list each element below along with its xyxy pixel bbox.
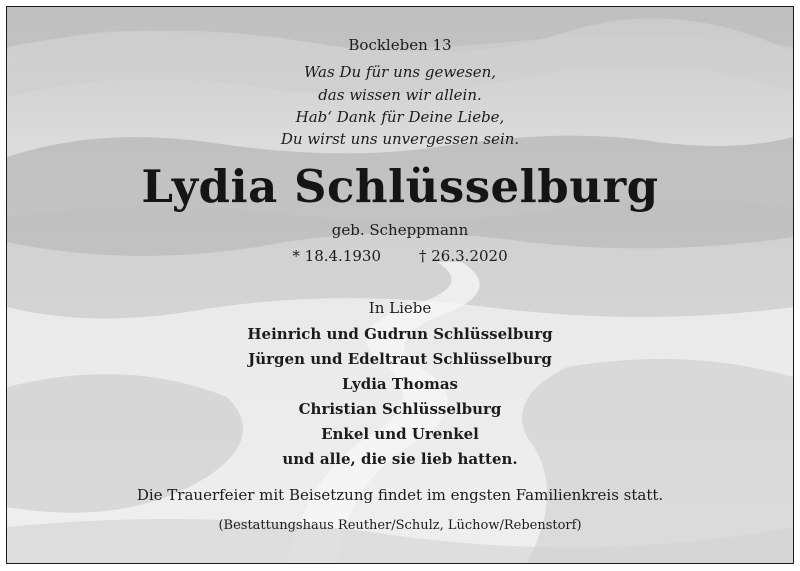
maiden-name: geb. Scheppmann (331, 221, 469, 239)
mourner-line: Enkel und Urenkel (321, 425, 479, 443)
mourner-line: Lydia Thomas (342, 375, 458, 393)
obituary-notice (6, 6, 794, 564)
mourner-line: Heinrich und Gudrun Schlüsselburg (247, 325, 553, 343)
poem-line: Du wirst uns unvergessen sein. (280, 130, 520, 148)
poem-line: das wissen wir allein. (318, 86, 482, 104)
death-date: † 26.3.2020 (419, 247, 508, 265)
deceased-name: Lydia Schlüsselburg (141, 160, 659, 213)
poem-line: Hab‘ Dank für Deine Liebe, (295, 108, 505, 126)
mourner-line: und alle, die sie lieb hatten. (282, 450, 518, 468)
undertaker-credit: (Bestattungshaus Reuther/Schulz, Lüchow/Rebenstorf) (218, 518, 582, 533)
poem-line: Was Du für uns gewesen, (303, 63, 497, 81)
life-dates (7, 249, 793, 264)
address: Bockleben 13 (348, 36, 452, 54)
funeral-note: Die Trauerfeier mit Beisetzung findet im engsten Familienkreis statt. (136, 486, 664, 504)
in-love-heading: In Liebe (368, 299, 432, 317)
notice-text-block (7, 7, 793, 563)
mourner-line: Christian Schlüsselburg (298, 400, 502, 418)
birth-date: * 18.4.1930 (292, 247, 381, 265)
mourner-line: Jürgen und Edeltraut Schlüsselburg (248, 350, 552, 368)
